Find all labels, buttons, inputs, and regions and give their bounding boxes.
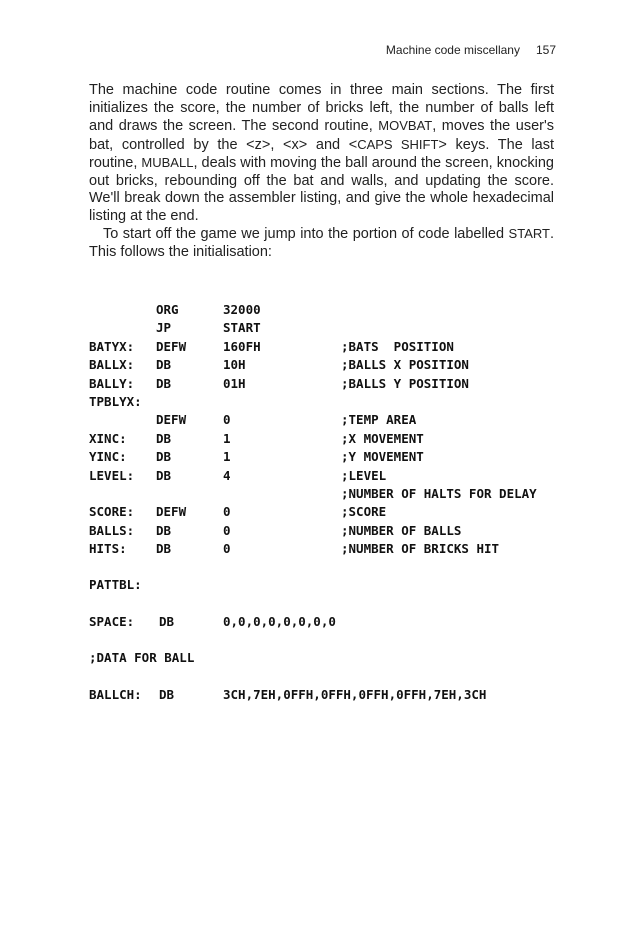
listing-operand: 0 — [223, 504, 231, 520]
listing-operand: 160FH — [223, 338, 261, 354]
listing-opcode: ORG — [156, 302, 179, 317]
listing-row — [89, 357, 469, 375]
spacer — [89, 559, 119, 577]
listing-label: SCORE: — [89, 504, 135, 520]
listing-opcode: JP — [156, 320, 172, 336]
listing-operand: 1 — [223, 449, 231, 465]
listing-label: BALLX: — [89, 357, 135, 373]
pattbl-label: PATTBL: — [89, 577, 142, 593]
p1-text-c: > keys. The last routine, — [89, 136, 554, 171]
listing-label: BALLY: — [89, 375, 135, 391]
listing-opcode: DB — [156, 449, 172, 465]
listing-row — [89, 485, 537, 504]
listing-comment: ;NUMBER OF BRICKS HIT — [341, 541, 500, 557]
listing-opcode: DEFW — [156, 412, 187, 428]
assembler-listing — [89, 302, 537, 705]
ballch-arg: 3CH,7EH,0FFH,0FFH,0FFH,0FFH,7EH,3CH — [223, 686, 487, 702]
paragraph-2 — [89, 225, 554, 261]
listing-operand: 0 — [223, 412, 231, 428]
listing-opcode: DB — [156, 522, 172, 538]
listing-row — [89, 375, 469, 394]
space-row — [89, 613, 336, 632]
data-comment: ;DATA FOR BALL — [89, 650, 195, 666]
listing-opcode: DEFW — [156, 504, 187, 520]
listing-row — [89, 393, 142, 412]
p1-text-d: , deals with moving the ball around the screen, knocking out bricks, rebounding off the bat and walls, and updating the score. We'll break down the assembler listing, and give the whole hexadecimal listing at the end. — [89, 155, 554, 224]
listing-row — [89, 412, 417, 430]
listing-opcode: DB — [156, 467, 172, 483]
ballch-label: BALLCH: — [89, 686, 142, 702]
ballch-row — [89, 686, 487, 705]
listing-opcode: DEFW — [156, 338, 187, 354]
page-number: 157 — [535, 43, 556, 57]
listing-row — [89, 430, 424, 449]
listing-comment: ;NUMBER OF HALTS FOR DELAY — [341, 485, 537, 501]
muball-term: MUBALL — [141, 155, 194, 170]
listing-comment: ;BALLS Y POSITION — [341, 375, 469, 391]
listing-rows — [89, 302, 537, 559]
listing-operand: 10H — [223, 357, 246, 373]
caps-shift-term: CAPS SHIFT — [357, 136, 439, 152]
listing-row — [89, 449, 424, 467]
listing-row — [89, 522, 462, 541]
running-title: Machine code miscellany — [385, 43, 520, 57]
listing-comment: ;NUMBER OF BALLS — [341, 522, 462, 538]
listing-label: BATYX: — [89, 338, 135, 354]
listing-opcode: DB — [156, 357, 172, 373]
p1-text-b: , moves the user's bat, controlled by the <z>, <x> and < — [89, 118, 554, 153]
listing-operand: 0 — [223, 541, 231, 557]
paragraph-1 — [89, 82, 554, 225]
listing-opcode: DB — [156, 375, 172, 391]
body-text — [89, 82, 554, 261]
pattbl-label-row — [89, 577, 142, 595]
listing-comment: ;BALLS X POSITION — [341, 357, 469, 373]
p2-text-a: To start off the game we jump into the portion of code labelled — [103, 226, 509, 242]
listing-comment: ;LEVEL — [341, 467, 387, 483]
listing-operand: 0 — [223, 522, 231, 538]
movbat-term: MOVBAT — [378, 118, 433, 133]
listing-comment: ;SCORE — [341, 504, 387, 520]
space-op: DB — [159, 613, 175, 629]
p1-text-a: The machine code routine comes in three main sections. The first initializes the score, the number of bricks left, the number of balls left and draws the screen. The second routine, — [89, 82, 554, 134]
start-term: START — [508, 226, 550, 241]
listing-label: YINC: — [89, 449, 127, 465]
listing-comment: ;Y MOVEMENT — [341, 449, 424, 465]
listing-row — [89, 320, 261, 338]
listing-row — [89, 302, 261, 320]
listing-operand: 1 — [223, 430, 231, 446]
listing-label: TPBLYX: — [89, 393, 142, 409]
listing-comment: ;TEMP AREA — [341, 412, 417, 428]
listing-operand: START — [223, 320, 261, 336]
listing-operand: 4 — [223, 467, 231, 483]
listing-row — [89, 504, 387, 522]
listing-comment: ;X MOVEMENT — [341, 430, 424, 446]
listing-label: BALLS: — [89, 522, 135, 538]
listing-row — [89, 467, 387, 486]
space-arg: 0,0,0,0,0,0,0,0 — [223, 613, 336, 629]
listing-operand: 01H — [223, 375, 246, 391]
listing-label: HITS: — [89, 541, 127, 557]
listing-opcode: DB — [156, 430, 172, 446]
data-comment-row — [89, 650, 195, 668]
listing-opcode: DB — [156, 541, 172, 557]
listing-row — [89, 338, 454, 357]
p2-text-b: . This follows the initialisation: — [89, 226, 554, 260]
listing-row — [89, 541, 500, 559]
page-header — [386, 43, 556, 57]
ballch-op: DB — [159, 686, 175, 702]
listing-comment: ;BATS POSITION — [341, 338, 454, 354]
spacer — [89, 596, 119, 614]
space-label: SPACE: — [89, 613, 135, 629]
listing-label: LEVEL: — [89, 467, 135, 483]
listing-operand: 32000 — [223, 302, 261, 317]
listing-label: XINC: — [89, 430, 127, 446]
